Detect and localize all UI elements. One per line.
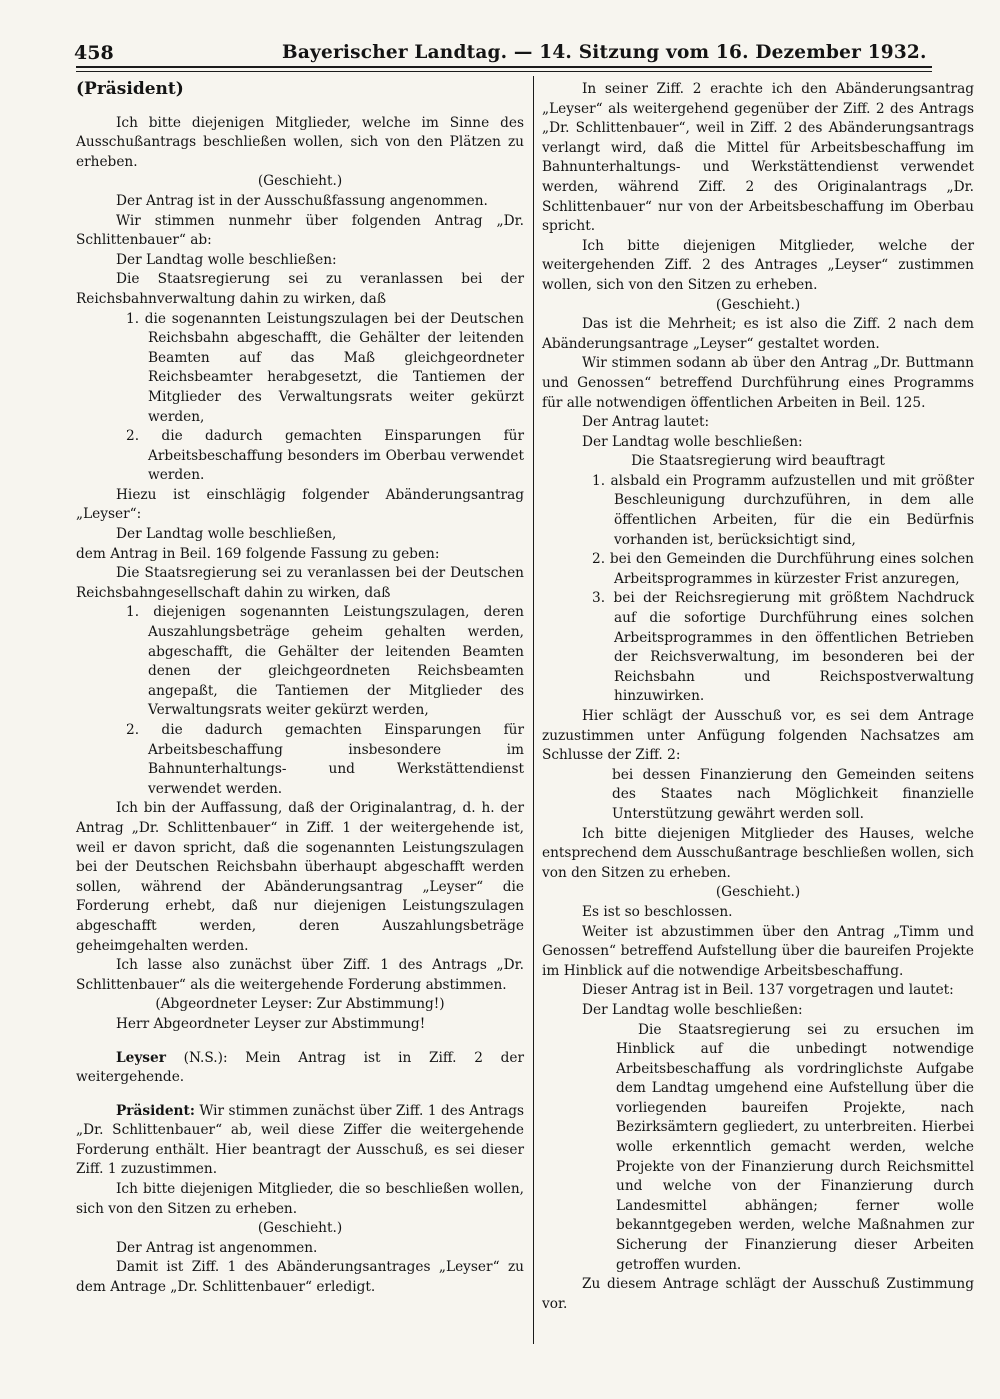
stage-direction: (Geschieht.): [257, 1220, 343, 1237]
paragraph: Die Staatsregierung wird beauftragt: [631, 453, 885, 470]
paragraph: Der Antrag ist angenommen.: [116, 1239, 318, 1256]
paragraph: Das ist die Mehrheit; es ist also die Ziff. 2 nach dem Abänderungsantrage „Leyser“ gestaltet worden.: [542, 316, 974, 352]
paragraph: Der Antrag ist in der Ausschußfassung angenommen.: [116, 192, 488, 209]
paragraph: Der Antrag lautet:: [582, 414, 710, 431]
quoted-motion: Die Staatsregierung sei zu ersuchen im Hinblick auf die unbedingt notwendige Arbeitsbeschaffung als vordringlichste Aufgabe dem Landtag umgehend eine Aufstellung über die vorliegenden baureifen Projekte, nach Bezirksämtern gegliedert, zu unterbreiten. Hierbei wolle erkenntlich gemacht werden, welche Projekte von der Finanzierung durch Reichsmittel und welche von der Finanzierung durch Landesmittel abhängen; ferner wolle bekanntgegeben werden, welche Maßnahmen zur Sicherung der Finanzierung dieser Arbeiten getroffen wurden.: [616, 1021, 974, 1273]
paragraph: Ich lasse also zunächst über Ziff. 1 des Antrags „Dr. Schlittenbauer“ als die weitergehende Forderung abstimmen.: [76, 957, 524, 993]
stage-direction: (Geschieht.): [715, 884, 801, 901]
paragraph: Wir stimmen nunmehr über folgenden Antrag „Dr. Schlittenbauer“ ab:: [76, 212, 524, 249]
running-head: Bayerischer Landtag. — 14. Sitzung vom 16. Dezember 1932.: [282, 42, 927, 63]
paragraph: Der Landtag wolle beschließen:: [582, 1001, 803, 1018]
left-column: [76, 80, 524, 1298]
speaker-name: Leyser: [116, 1049, 166, 1066]
paragraph: Der Landtag wolle beschließen:: [582, 433, 803, 450]
page-number: 458: [74, 42, 114, 64]
paragraph: dem Antrag in Beil. 169 folgende Fassung zu geben:: [76, 545, 440, 562]
speech-president: [76, 1102, 524, 1180]
paragraph: Ich bin der Auffassung, daß der Originalantrag, d. h. der Antrag „Dr. Schlittenbauer“ in Ziff. 1 der weitergehende ist, weil er davon spricht, daß die sogenannten Leistungszulagen bei der Deutschen Reichsbahn überhaupt abgeschafft werden sollen, während der Abänderungsantrag „Leyser“ die Forderung erhebt, daß nur diejenigen Leistungszulagen abgeschafft werden, deren Auszahlungsbeträge geheimgehalten werden.: [76, 800, 524, 954]
paragraph: Ich bitte diejenigen Mitglieder, welche der weitergehenden Ziff. 2 des Antrages „Leyser“ zustimmen wollen, sich von den Sitzen zu erheben.: [542, 237, 974, 293]
list-item: 2. bei den Gemeinden die Durchführung eines solchen Arbeitsprogrammes in kürzester Frist anzuregen,: [592, 551, 974, 587]
right-column: [542, 80, 974, 1314]
page-header: [74, 34, 934, 68]
quoted-amendment: bei dessen Finanzierung den Gemeinden seitens des Staates nach Möglichkeit finanzielle Unterstützung gewährt werden soll.: [612, 766, 974, 822]
speech-text: (N.S.): Mein Antrag ist in Ziff. 2 der weitergehende.: [76, 1049, 524, 1086]
paragraph: Die Staatsregierung sei zu veranlassen bei der Reichsbahnverwaltung dahin zu wirken, daß: [76, 271, 524, 307]
list-item: 1. die sogenannten Leistungszulagen bei der Deutschen Reichsbahn abgeschafft, die Gehälter der leitenden Beamten auf das Maß gleichgeordneter Reichsbeamter herabgesetzt, die Tantiemen der Mitglieder des Verwaltungsrats weiter gekürzt werden,: [126, 310, 524, 425]
paragraph: Der Landtag wolle beschließen:: [116, 251, 337, 268]
stage-direction: (Geschieht.): [257, 173, 343, 190]
paragraph: Die Staatsregierung sei zu veranlassen bei der Deutschen Reichsbahngesellschaft dahin zu wirken, daß: [76, 565, 524, 601]
paragraph: Dieser Antrag ist in Beil. 137 vorgetragen und lautet:: [582, 982, 954, 999]
paragraph: Zu diesem Antrage schlägt der Ausschuß Zustimmung vor.: [542, 1276, 974, 1312]
speech-text: Wir stimmen zunächst über Ziff. 1 des Antrags „Dr. Schlittenbauer“ ab, weil diese Ziffer die weitergehende Forderung enthält. Hier beantragt der Ausschuß, es sei dieser Ziff. 1 zuzustimmen.: [76, 1102, 524, 1178]
column-divider: [533, 76, 534, 1344]
paragraph: Damit ist Ziff. 1 des Abänderungsantrages „Leyser“ zu dem Antrage „Dr. Schlittenbauer“ erledigt.: [76, 1259, 524, 1296]
paragraph: In seiner Ziff. 2 erachte ich den Abänderungsantrag „Leyser“ als weitergehend gegenüber der Ziff. 2 des Antrags „Dr. Schlittenbauer“, weil in Ziff. 2 des Abänderungsantrags verlangt wird, daß die Mittel für Arbeitsbeschaffung im Bahnunterhaltungs- und Werkstättendienst verwendet werden, während Ziff. 2 des Originalantrags „Dr. Schlittenbauer“ nur von der Arbeitsbeschaffung im Oberbau spricht.: [542, 81, 974, 235]
stage-direction: (Abgeordneter Leyser: Zur Abstimmung!): [155, 996, 445, 1013]
paragraph: Es ist so beschlossen.: [582, 903, 733, 920]
paragraph: Herr Abgeordneter Leyser zur Abstimmung!: [116, 1015, 426, 1032]
speech-leyser: [76, 1049, 524, 1088]
paragraph: Ich bitte diejenigen Mitglieder, die so beschließen wollen, sich von den Sitzen zu erheben.: [76, 1181, 524, 1217]
paragraph: Wir stimmen sodann ab über den Antrag „Dr. Buttmann und Genossen“ betreffend Durchführung eines Programms für alle notwendigen öffentlichen Arbeiten in Beil. 125.: [542, 355, 974, 411]
section-heading: (Präsident): [76, 79, 184, 99]
header-rule: [76, 66, 932, 72]
list-item: 2. die dadurch gemachten Einsparungen für Arbeitsbeschaffung insbesondere im Bahnunterhaltungs- und Werkstättendienst verwendet werden.: [126, 722, 524, 797]
paragraph: Hier schlägt der Ausschuß vor, es sei dem Antrage zuzustimmen unter Anfügung folgenden Nachsatzes am Schlusse der Ziff. 2:: [542, 708, 974, 764]
list-item: 3. bei der Reichsregierung mit größtem Nachdruck auf die sofortige Durchführung eines solchen Arbeitsprogrammes in den öffentlichen Betrieben der Reichsverwaltung, im besonderen bei der Reichsbahn und Reichspostverwaltung hinzuwirken.: [592, 590, 974, 705]
speaker-name: Präsident:: [116, 1102, 195, 1119]
paragraph: Ich bitte diejenigen Mitglieder, welche im Sinne des Ausschußantrags beschließen wollen, sich von den Plätzen zu erheben.: [76, 114, 524, 170]
list-item: 1. diejenigen sogenannten Leistungszulagen, deren Auszahlungsbeträge geheim gehalten werden, abgeschafft, die Gehälter der leitenden Beamten denen der gleichgeordneten Reichsbeamten angepaßt, die Tantiemen der Mitglieder des Verwaltungsrats weiter gekürzt werden,: [126, 604, 524, 719]
list-item: 2. die dadurch gemachten Einsparungen für Arbeitsbeschaffung besonders im Oberbau verwendet werden.: [126, 428, 524, 484]
stage-direction: (Geschieht.): [715, 296, 801, 313]
list-item: 1. alsbald ein Programm aufzustellen und mit größter Beschleunigung durchzuführen, in dem alle öffentlichen Arbeiten, für die ein Bedürfnis vorhanden ist, berücksichtigt sind,: [592, 472, 974, 548]
paragraph: Der Landtag wolle beschließen,: [116, 526, 337, 543]
paragraph: Weiter ist abzustimmen über den Antrag „Timm und Genossen“ betreffend Aufstellung über die baureifen Projekte im Hinblick auf die notwendige Arbeitsbeschaffung.: [542, 923, 974, 979]
paragraph: Ich bitte diejenigen Mitglieder des Hauses, welche entsprechend dem Ausschußantrage beschließen wollen, sich von den Sitzen zu erheben.: [542, 825, 974, 881]
paragraph: Hiezu ist einschlägig folgender Abänderungsantrag „Leyser“:: [76, 486, 524, 523]
